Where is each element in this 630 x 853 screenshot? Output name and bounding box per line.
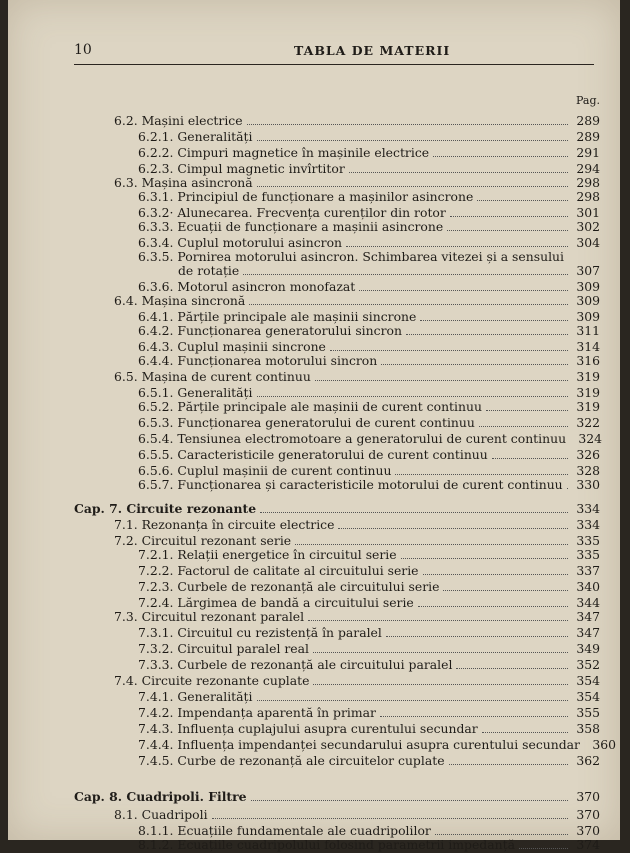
toc-leader-dots xyxy=(313,651,568,653)
toc-leader-dots xyxy=(477,199,568,201)
toc-leader-dots xyxy=(380,715,568,717)
toc-entry-page: 355 xyxy=(576,705,600,720)
toc-entry-page: 311 xyxy=(576,323,600,338)
toc-entry-text: 7.2.2. Factorul de calitate al circuitului serie xyxy=(138,563,419,578)
toc-entry-text: 6.5.6. Cuplul mașinii de curent continuu xyxy=(138,463,392,478)
toc-leader-dots xyxy=(418,605,568,607)
toc-entry xyxy=(114,292,600,309)
toc-entry xyxy=(138,640,600,657)
toc-leader-dots xyxy=(243,273,568,275)
toc-entry-page: 309 xyxy=(576,309,600,324)
toc-entry xyxy=(138,188,600,205)
toc-entry-page: 370 xyxy=(576,823,600,838)
toc-leader-dots xyxy=(450,215,568,217)
toc-entry xyxy=(114,516,600,533)
toc-leader-dots xyxy=(449,763,568,765)
toc-entry-text: 6.5.3. Funcționarea generatorului de curent continuu xyxy=(138,415,475,430)
toc-entry-page: 344 xyxy=(576,595,600,610)
toc-entry xyxy=(138,736,616,753)
toc-leader-dots xyxy=(330,349,568,351)
toc-leader-dots xyxy=(349,171,568,173)
toc-entry xyxy=(138,578,600,595)
toc-entry-text: 6.5. Mașina de curent continuu xyxy=(114,369,311,384)
toc-leader-dots xyxy=(433,155,568,157)
toc-entry-page: 298 xyxy=(576,175,600,190)
toc-entry xyxy=(178,262,600,279)
toc-entry-text: 7.3. Circuitul rezonant paralel xyxy=(114,609,305,624)
toc-entry xyxy=(114,806,600,823)
toc-entry-page: 322 xyxy=(576,415,600,430)
toc-entry xyxy=(138,688,600,705)
toc-entry-page: 354 xyxy=(576,673,600,688)
toc-leader-dots xyxy=(257,139,569,141)
toc-leader-dots xyxy=(456,667,568,669)
toc-entry-text: 7.2.4. Lărgimea de bandă a circuitului serie xyxy=(138,595,414,610)
toc-entry-text: 6.5.5. Caracteristicile generatorului de curent continuu xyxy=(138,447,488,462)
toc-entry xyxy=(114,368,600,385)
toc-entry xyxy=(138,476,600,493)
toc-entry xyxy=(138,352,600,369)
toc-entry xyxy=(138,322,600,339)
toc-entry-page: 324 xyxy=(578,431,603,446)
page-title: TABLA DE MATERII xyxy=(294,43,451,58)
toc-entry-page: 307 xyxy=(576,263,600,278)
toc-entry xyxy=(138,720,600,737)
toc-leader-dots xyxy=(308,619,568,621)
toc-leader-dots xyxy=(257,185,568,187)
toc-entry-page: 302 xyxy=(576,219,600,234)
toc-entry-text: 6.3.4. Cuplul motorului asincron xyxy=(138,235,343,250)
toc-entry-page: 334 xyxy=(576,517,600,532)
toc-entry-page: 319 xyxy=(576,369,600,384)
toc-entry-text: 7.4.5. Curbe de rezonanță ale circuitelor cuplate xyxy=(138,753,445,768)
toc-entry-text: 6.5.4. Tensiunea electromotoare a generatorului de curent continuu xyxy=(138,431,567,446)
toc-leader-dots xyxy=(482,731,568,733)
toc-entry xyxy=(138,414,600,431)
toc-entry-text: 6.2.1. Generalități xyxy=(138,129,253,144)
toc-entry-page: 298 xyxy=(576,189,600,204)
toc-entry-page: 309 xyxy=(576,293,600,308)
toc-leader-dots xyxy=(395,473,568,475)
toc-leader-dots xyxy=(401,557,568,559)
toc-entry-text: Cap. 7. Circuite rezonante xyxy=(74,501,257,516)
toc-leader-dots xyxy=(257,395,569,397)
toc-leader-dots xyxy=(247,123,568,125)
toc-leader-dots xyxy=(479,425,568,427)
toc-entry-text: 6.4.4. Funcționarea motorului sincron xyxy=(138,353,378,368)
toc-entry-page: 335 xyxy=(576,533,600,548)
toc-chapter-entry xyxy=(74,788,600,805)
toc-entry-text: 6.3.6. Motorul asincron monofazat xyxy=(138,279,356,294)
toc-leader-dots xyxy=(315,379,568,381)
toc-leader-dots xyxy=(443,589,568,591)
toc-entry-page: 370 xyxy=(576,789,600,804)
toc-entry xyxy=(138,144,600,161)
toc-leader-dots xyxy=(423,573,568,575)
toc-entry-text: 7.3.1. Circuitul cu rezistență în paralel xyxy=(138,625,382,640)
toc-entry-page: 334 xyxy=(576,501,600,516)
toc-entry-page: 347 xyxy=(576,625,600,640)
toc-entry-text: Cap. 8. Cuadripoli. Filtre xyxy=(74,789,247,804)
toc-leader-dots xyxy=(381,363,568,365)
toc-entry-page: 347 xyxy=(576,609,600,624)
toc-leader-dots xyxy=(338,527,568,529)
toc-entry-page: 291 xyxy=(576,145,600,160)
toc-entry xyxy=(138,430,603,447)
toc-leader-dots xyxy=(313,683,568,685)
toc-leader-dots xyxy=(249,303,568,305)
toc-entry xyxy=(138,562,600,579)
toc-entry-text: de rotație xyxy=(178,263,240,278)
toc-entry xyxy=(114,608,600,625)
toc-entry-text: 6.3. Mașina asincronă xyxy=(114,175,253,190)
toc-entry-text: 6.2.2. Cimpuri magnetice în mașinile electrice xyxy=(138,145,430,160)
toc-entry xyxy=(138,446,600,463)
toc-leader-dots xyxy=(567,487,568,489)
toc-entry-page: 370 xyxy=(576,807,600,822)
toc-entry-page: 319 xyxy=(576,399,600,414)
toc-entry-page: 352 xyxy=(576,657,600,672)
toc-entry xyxy=(138,398,600,415)
toc-entry-text: 7.2.1. Relații energetice în circuitul serie xyxy=(138,547,397,562)
toc-entry-page: 304 xyxy=(576,235,600,250)
toc-entry-text: 6.4. Mașina sincronă xyxy=(114,293,246,308)
toc-entry-page: 289 xyxy=(576,113,600,128)
toc-entry-text: 6.2.3. Cimpul magnetic invîrtitor xyxy=(138,161,345,176)
toc-entry xyxy=(114,112,600,129)
toc-entry-text: 7.3.3. Curbele de rezonanță ale circuitului paralel xyxy=(138,657,453,672)
toc-entry-text: 8.1.1. Ecuațiile fundamentale ale cuadripolilor xyxy=(138,823,431,838)
toc-entry-text: 6.3.5. Pornirea motorului asincron. Schimbarea vitezei și a sensului xyxy=(138,249,564,264)
toc-entry-page: 349 xyxy=(576,641,600,656)
toc-entry-text: 6.4.2. Funcționarea generatorului sincron xyxy=(138,323,402,338)
toc-entry-text: 6.3.2· Alunecarea. Frecvența curenților din rotor xyxy=(138,205,446,220)
toc-entry-page: 289 xyxy=(576,129,600,144)
toc-entry xyxy=(138,752,600,769)
toc-leader-dots xyxy=(486,409,568,411)
toc-entry-text: 7.4. Circuite rezonante cuplate xyxy=(114,673,310,688)
toc-entry-page: 335 xyxy=(576,547,600,562)
toc-leader-dots xyxy=(406,333,568,335)
toc-entry-page: 358 xyxy=(576,721,600,736)
toc-entry-page: 319 xyxy=(576,385,600,400)
toc-entry-text: 8.1. Cuadripoli xyxy=(114,807,208,822)
toc-entry-page: 374 xyxy=(576,837,600,852)
pag-column-label: Pag. xyxy=(575,94,600,107)
toc-entry-text: 7.2.3. Curbele de rezonanță ale circuitului serie xyxy=(138,579,440,594)
toc-entry-page: 314 xyxy=(576,339,600,354)
toc-entry xyxy=(138,656,600,673)
toc-entry-page: 301 xyxy=(576,205,600,220)
toc-entry-text: 7.1. Rezonanța în circuite electrice xyxy=(114,517,335,532)
toc-entry xyxy=(138,128,600,145)
toc-chapter-entry xyxy=(74,500,600,517)
toc-entry xyxy=(114,672,600,689)
toc-entry-text: 6.5.2. Părțile principale ale mașinii de curent continuu xyxy=(138,399,482,414)
toc-entry-page: 340 xyxy=(576,579,600,594)
toc-entry-page: 328 xyxy=(576,463,600,478)
toc-entry xyxy=(138,218,600,235)
toc-entry-page: 360 xyxy=(592,737,616,752)
toc-entry-text: 6.3.1. Principiul de funcționare a mașinilor asincrone xyxy=(138,189,474,204)
toc-leader-dots xyxy=(251,799,568,801)
toc-entry-page: 326 xyxy=(576,447,600,462)
toc-entry-text: 6.4.3. Cuplul mașinii sincrone xyxy=(138,339,326,354)
toc-entry-text: 7.4.1. Generalități xyxy=(138,689,253,704)
toc-entry xyxy=(138,836,600,853)
toc-entry-page: 309 xyxy=(576,279,600,294)
toc-entry-text: 6.5.1. Generalități xyxy=(138,385,253,400)
toc-leader-dots xyxy=(492,457,568,459)
toc-leader-dots xyxy=(212,817,568,819)
toc-entry-page: 354 xyxy=(576,689,600,704)
toc-entry-text: 6.4.1. Părțile principale ale mașinii sincrone xyxy=(138,309,417,324)
toc-entry xyxy=(138,546,600,563)
toc-entry-page: 330 xyxy=(576,477,600,492)
toc-entry-page: 337 xyxy=(576,563,600,578)
toc-leader-dots xyxy=(386,635,568,637)
toc-entry-text: 6.3.3. Ecuații de funcționare a mașinii asincrone xyxy=(138,219,444,234)
toc-entry-text: 6.2. Mașini electrice xyxy=(114,113,243,128)
toc-leader-dots xyxy=(420,319,568,321)
toc-leader-dots xyxy=(447,229,568,231)
toc-entry-text: 7.4.2. Impendanța aparentă în primar xyxy=(138,705,376,720)
toc-entry-text: 7.4.3. Influența cuplajului asupra curentului secundar xyxy=(138,721,478,736)
page-number: 10 xyxy=(74,42,92,58)
toc-leader-dots xyxy=(435,833,568,835)
toc-entry-text: 7.4.4. Influența impendanței secundarului asupra curentului secundar xyxy=(138,737,580,752)
toc-leader-dots xyxy=(260,511,568,513)
toc-entry xyxy=(138,624,600,641)
toc-leader-dots xyxy=(295,543,568,545)
toc-entry-page: 316 xyxy=(576,353,600,368)
toc-leader-dots xyxy=(519,847,568,849)
toc-leader-dots xyxy=(359,289,568,291)
toc-entry-text: 8.1.2. Ecuațiile cuadripolului folosind parametrii impedanță xyxy=(138,837,515,852)
toc-entry-text: 7.3.2. Circuitul paralel real xyxy=(138,641,309,656)
toc-entry-page: 294 xyxy=(576,161,600,176)
toc-entry-text: 6.5.7. Funcționarea și caracteristicile motorului de curent continuu xyxy=(138,477,563,492)
toc-entry-page: 362 xyxy=(576,753,600,768)
toc-leader-dots xyxy=(257,699,569,701)
book-page xyxy=(8,0,620,852)
toc-leader-dots xyxy=(346,245,568,247)
table-of-contents xyxy=(8,0,620,852)
toc-entry xyxy=(138,704,600,721)
toc-entry-text: 7.2. Circuitul rezonant serie xyxy=(114,533,292,548)
